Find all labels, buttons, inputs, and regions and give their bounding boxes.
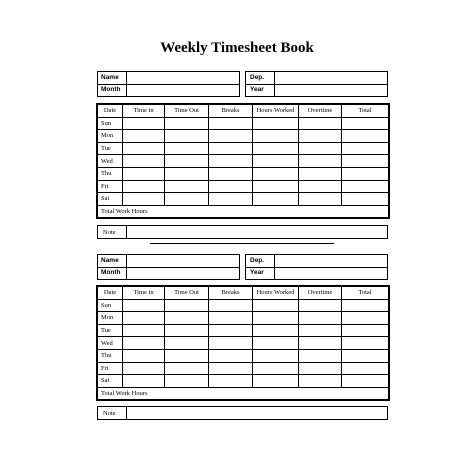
- day-label: Tue: [98, 324, 123, 337]
- total-work-hours-label[interactable]: Total Work Hours: [98, 387, 389, 400]
- time-out-cell[interactable]: [165, 142, 209, 155]
- breaks-cell[interactable]: [209, 142, 253, 155]
- day-label: Wed: [98, 337, 123, 350]
- table-row: [98, 117, 389, 130]
- table-header-row: [98, 105, 389, 118]
- overtime-cell[interactable]: [299, 180, 342, 193]
- col-header: Total: [342, 287, 389, 300]
- info-box-left-1: [97, 71, 240, 97]
- time-out-cell[interactable]: [165, 155, 209, 168]
- year-label: Year: [250, 269, 264, 276]
- time-in-cell[interactable]: [123, 155, 165, 168]
- year-field[interactable]: [275, 268, 387, 280]
- table-header-row: [98, 287, 389, 300]
- breaks-cell[interactable]: [209, 180, 253, 193]
- name-field[interactable]: [127, 72, 239, 84]
- breaks-cell[interactable]: [209, 155, 253, 168]
- total-row: [98, 205, 389, 218]
- time-out-cell[interactable]: [165, 180, 209, 193]
- col-header: Time Out: [165, 287, 209, 300]
- year-label: Year: [250, 86, 264, 93]
- total-row: [98, 387, 389, 400]
- overtime-cell[interactable]: [299, 312, 342, 325]
- hours-worked-cell[interactable]: [253, 130, 299, 143]
- col-header: Breaks: [209, 105, 253, 118]
- info-box-right-1: [245, 71, 388, 97]
- hours-worked-cell[interactable]: [253, 337, 299, 350]
- table-row: [98, 375, 389, 388]
- col-header: Time in: [123, 287, 165, 300]
- hours-worked-cell[interactable]: [253, 312, 299, 325]
- day-label: Thu: [98, 167, 123, 180]
- time-out-cell[interactable]: [165, 193, 209, 206]
- day-label: Fri: [98, 362, 123, 375]
- overtime-cell[interactable]: [299, 299, 342, 312]
- time-out-cell[interactable]: [165, 312, 209, 325]
- total-cell[interactable]: [342, 130, 389, 143]
- overtime-cell[interactable]: [299, 117, 342, 130]
- hours-worked-cell[interactable]: [253, 324, 299, 337]
- time-out-cell[interactable]: [165, 362, 209, 375]
- hours-worked-cell[interactable]: [253, 362, 299, 375]
- day-label: Thu: [98, 349, 123, 362]
- total-cell[interactable]: [342, 362, 389, 375]
- table-row: [98, 193, 389, 206]
- hours-worked-cell[interactable]: [253, 193, 299, 206]
- time-in-cell[interactable]: [123, 349, 165, 362]
- col-header: Total: [342, 105, 389, 118]
- col-header: Overtime: [299, 287, 342, 300]
- breaks-cell[interactable]: [209, 193, 253, 206]
- col-header: Breaks: [209, 287, 253, 300]
- overtime-cell[interactable]: [299, 155, 342, 168]
- col-header: Date: [98, 287, 123, 300]
- col-header: Hours Worked: [253, 287, 299, 300]
- table-row: [98, 155, 389, 168]
- name-label: Name: [101, 257, 119, 264]
- time-in-cell[interactable]: [123, 362, 165, 375]
- note-label: Note: [103, 410, 116, 417]
- dep-label: Dep.: [250, 74, 265, 81]
- overtime-cell[interactable]: [299, 337, 342, 350]
- table-row: [98, 142, 389, 155]
- table-row: [98, 299, 389, 312]
- total-cell[interactable]: [342, 117, 389, 130]
- breaks-cell[interactable]: [209, 362, 253, 375]
- table-row: [98, 362, 389, 375]
- day-label: Tue: [98, 142, 123, 155]
- time-in-cell[interactable]: [123, 375, 165, 388]
- month-field[interactable]: [127, 268, 239, 280]
- breaks-cell[interactable]: [209, 299, 253, 312]
- dep-label: Dep.: [250, 257, 265, 264]
- time-in-cell[interactable]: [123, 193, 165, 206]
- time-in-cell[interactable]: [123, 142, 165, 155]
- col-header: Hours Worked: [253, 105, 299, 118]
- breaks-cell[interactable]: [209, 349, 253, 362]
- name-label: Name: [101, 74, 119, 81]
- total-cell[interactable]: [342, 142, 389, 155]
- hours-worked-cell[interactable]: [253, 299, 299, 312]
- hours-worked-cell[interactable]: [253, 155, 299, 168]
- time-in-cell[interactable]: [123, 167, 165, 180]
- timesheet-table-2: [97, 286, 389, 400]
- breaks-cell[interactable]: [209, 312, 253, 325]
- breaks-cell[interactable]: [209, 375, 253, 388]
- overtime-cell[interactable]: [299, 362, 342, 375]
- overtime-cell[interactable]: [299, 193, 342, 206]
- total-cell[interactable]: [342, 337, 389, 350]
- day-label: Mon: [98, 130, 123, 143]
- total-cell[interactable]: [342, 155, 389, 168]
- overtime-cell[interactable]: [299, 349, 342, 362]
- hours-worked-cell[interactable]: [253, 375, 299, 388]
- overtime-cell[interactable]: [299, 375, 342, 388]
- table-row: [98, 337, 389, 350]
- overtime-cell[interactable]: [299, 167, 342, 180]
- table-row: [98, 180, 389, 193]
- total-cell[interactable]: [342, 312, 389, 325]
- time-out-cell[interactable]: [165, 337, 209, 350]
- table-row: [98, 130, 389, 143]
- time-out-cell[interactable]: [165, 349, 209, 362]
- overtime-cell[interactable]: [299, 130, 342, 143]
- col-header: Date: [98, 105, 123, 118]
- name-field[interactable]: [127, 255, 239, 267]
- month-field[interactable]: [127, 85, 239, 97]
- timesheet-table-1: [97, 104, 389, 218]
- day-label: Mon: [98, 312, 123, 325]
- total-cell[interactable]: [342, 349, 389, 362]
- page-title: Weekly Timesheet Book: [160, 40, 314, 56]
- day-label: Fri: [98, 180, 123, 193]
- time-out-cell[interactable]: [165, 375, 209, 388]
- col-header: Time in: [123, 105, 165, 118]
- time-in-cell[interactable]: [123, 312, 165, 325]
- day-label: Sun: [98, 299, 123, 312]
- breaks-cell[interactable]: [209, 167, 253, 180]
- overtime-cell[interactable]: [299, 324, 342, 337]
- dep-field[interactable]: [275, 255, 387, 267]
- month-label: Month: [101, 86, 121, 93]
- col-header: Overtime: [299, 105, 342, 118]
- time-in-cell[interactable]: [123, 117, 165, 130]
- total-cell[interactable]: [342, 299, 389, 312]
- year-field[interactable]: [275, 85, 387, 97]
- info-box-right-2: [245, 254, 388, 280]
- day-label: Sun: [98, 117, 123, 130]
- section-divider: [150, 243, 334, 244]
- hours-worked-cell[interactable]: [253, 167, 299, 180]
- note-box-1[interactable]: [97, 225, 388, 239]
- breaks-cell[interactable]: [209, 130, 253, 143]
- dep-field[interactable]: [275, 72, 387, 84]
- time-in-cell[interactable]: [123, 130, 165, 143]
- time-out-cell[interactable]: [165, 299, 209, 312]
- info-box-left-2: [97, 254, 240, 280]
- time-in-cell[interactable]: [123, 180, 165, 193]
- time-in-cell[interactable]: [123, 324, 165, 337]
- total-cell[interactable]: [342, 193, 389, 206]
- time-out-cell[interactable]: [165, 130, 209, 143]
- day-label: Wed: [98, 155, 123, 168]
- time-out-cell[interactable]: [165, 117, 209, 130]
- breaks-cell[interactable]: [209, 117, 253, 130]
- overtime-cell[interactable]: [299, 142, 342, 155]
- time-out-cell[interactable]: [165, 167, 209, 180]
- col-header: Time Out: [165, 105, 209, 118]
- note-label: Note: [103, 229, 116, 236]
- breaks-cell[interactable]: [209, 324, 253, 337]
- time-out-cell[interactable]: [165, 324, 209, 337]
- table-row: [98, 312, 389, 325]
- hours-worked-cell[interactable]: [253, 117, 299, 130]
- day-label: Sat: [98, 375, 123, 388]
- time-in-cell[interactable]: [123, 299, 165, 312]
- total-cell[interactable]: [342, 180, 389, 193]
- breaks-cell[interactable]: [209, 337, 253, 350]
- hours-worked-cell[interactable]: [253, 142, 299, 155]
- table-row: [98, 349, 389, 362]
- hours-worked-cell[interactable]: [253, 349, 299, 362]
- total-cell[interactable]: [342, 375, 389, 388]
- table-row: [98, 167, 389, 180]
- total-work-hours-label[interactable]: Total Work Hours: [98, 205, 389, 218]
- table-row: [98, 324, 389, 337]
- hours-worked-cell[interactable]: [253, 180, 299, 193]
- month-label: Month: [101, 269, 121, 276]
- note-box-2[interactable]: [97, 406, 388, 420]
- total-cell[interactable]: [342, 167, 389, 180]
- day-label: Sat: [98, 193, 123, 206]
- time-in-cell[interactable]: [123, 337, 165, 350]
- total-cell[interactable]: [342, 324, 389, 337]
